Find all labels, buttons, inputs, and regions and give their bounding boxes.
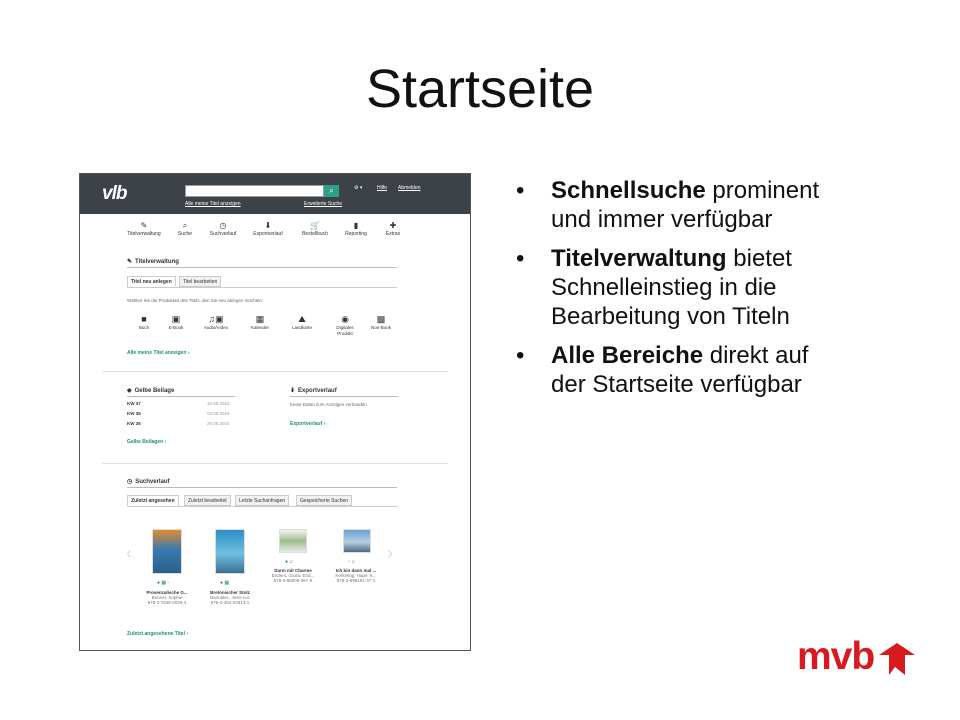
kw-label: KW 35 xyxy=(127,421,141,426)
book-item[interactable] xyxy=(330,568,382,583)
product-kalender[interactable] xyxy=(240,314,280,331)
bullet-text: prominent und immer verfügbar xyxy=(551,177,820,233)
nav-label: Titelverwaltung xyxy=(127,231,161,237)
exportverlauf-link[interactable]: Exportverlauf › xyxy=(290,421,326,427)
book-cover[interactable] xyxy=(279,529,307,553)
nav-exportverlauf[interactable] xyxy=(246,221,290,237)
settings-menu[interactable]: ⚙ ▾ xyxy=(354,185,363,191)
product-digital[interactable] xyxy=(325,314,365,337)
mvb-logo-text: mvb xyxy=(797,635,875,678)
all-titles-link[interactable]: Alle meine Titel anzeigen xyxy=(185,201,241,207)
book-isbn: 978-3-462-04813-1 xyxy=(210,600,250,605)
bullet-list xyxy=(512,176,842,409)
mvb-arrow-icon xyxy=(877,641,917,677)
book-author: Kerkeling, Hape; K... xyxy=(335,573,377,578)
carousel-prev-icon[interactable]: ‹ xyxy=(126,543,132,563)
product-label: Buch xyxy=(138,325,150,330)
format-markers: ● ▦ xyxy=(220,580,230,586)
export-icon: ⬇ xyxy=(290,388,296,394)
nav-label: Bestellbuch xyxy=(302,231,328,237)
format-markers: ▫ ♫ xyxy=(348,559,355,565)
plus-icon: ✚ xyxy=(389,221,397,230)
export-icon: ⬇ xyxy=(264,221,272,230)
cart-icon: 🛒 xyxy=(310,221,320,230)
disc-icon: ◉ xyxy=(341,314,349,324)
bullet-bold: Alle Bereiche xyxy=(551,342,704,369)
product-hint: Wählen Sie die Produktart des Titels, den Sie neu anlegen möchten: xyxy=(127,298,264,303)
nav-label: Reporting xyxy=(345,231,367,237)
kw-date: 28.08.2015 xyxy=(207,421,230,426)
book-isbn: 978-3-7645-0039-4 xyxy=(147,600,187,605)
book-cover[interactable] xyxy=(215,529,245,574)
kw-row[interactable] xyxy=(127,401,230,406)
bullet-item xyxy=(512,341,842,399)
book-isbn: 978-3-86806-367-9 xyxy=(273,578,313,583)
divider xyxy=(127,267,397,268)
nav-suchverlauf[interactable] xyxy=(201,221,245,237)
app-header xyxy=(80,174,470,214)
all-titles-link-green[interactable]: Alle meine Titel anzeigen › xyxy=(127,350,190,356)
book-title: Provenzalische G... xyxy=(146,590,188,595)
nav-label: Extras xyxy=(385,231,401,237)
nav-titelverwaltung[interactable] xyxy=(122,221,166,237)
book-author: Bonnet, Sophie xyxy=(151,595,183,600)
kw-label: KW 36 xyxy=(127,411,141,416)
book-title: Ich bin dann mal ... xyxy=(335,568,377,573)
bullet-item xyxy=(512,176,842,234)
bar-chart-icon: ▮ xyxy=(353,221,359,230)
bullet-bold: Titelverwaltung xyxy=(551,245,727,272)
book-author: Enders, Giulia; End... xyxy=(271,573,315,578)
pencil-icon: ✎ xyxy=(140,221,148,230)
clock-icon: ◷ xyxy=(219,221,227,230)
product-ebook[interactable] xyxy=(156,314,196,331)
product-audio-video[interactable] xyxy=(196,314,236,331)
pencil-icon: ✎ xyxy=(127,259,133,265)
product-landkarte[interactable] xyxy=(282,314,322,331)
tab-letzte-suchanfragen[interactable]: Letzte Suchanfragen xyxy=(235,495,289,506)
product-label: Landkarte xyxy=(291,325,312,330)
product-label: Audio/Video xyxy=(203,325,229,330)
search-icon: ⌕ xyxy=(329,186,334,195)
book-cover[interactable] xyxy=(152,529,182,574)
bullet-dot: • xyxy=(516,342,525,369)
book-item[interactable] xyxy=(141,590,193,605)
section-title-text: Suchverlauf xyxy=(135,479,170,485)
nav-bestellbuch[interactable] xyxy=(293,221,337,237)
section-title-text: Gelbe Beilage xyxy=(134,388,175,394)
product-label: Digitales Produkt xyxy=(336,325,354,336)
ebook-icon: ▣ xyxy=(171,314,181,324)
tab-underline xyxy=(127,287,397,288)
tab-underline xyxy=(127,506,397,507)
nav-extras[interactable] xyxy=(371,221,415,237)
logout-link[interactable]: Abmelden xyxy=(398,185,421,191)
separator xyxy=(102,463,448,464)
format-markers: ● ♫ xyxy=(285,559,294,565)
tag-icon: ◆ xyxy=(127,388,132,394)
divider xyxy=(290,396,398,397)
product-label: Non-Book xyxy=(370,325,391,330)
tab-zuletzt-bearbeitet[interactable]: Zuletzt bearbeitet xyxy=(184,495,231,506)
bullet-item xyxy=(512,244,842,331)
mvb-logo xyxy=(797,635,917,681)
bullet-text: bietet Schnelleinstieg in die Bearbeitung von Titeln xyxy=(551,245,792,330)
tab-titel-neu[interactable]: Titel neu anlegen xyxy=(127,276,176,287)
product-label: Kalender xyxy=(250,325,269,330)
book-item[interactable] xyxy=(267,568,319,583)
nav-label: Suche xyxy=(177,231,193,237)
slide-title: Startseite xyxy=(365,59,595,119)
book-author: Bannalec, Jean-Luc xyxy=(210,595,250,600)
search-icon: ⌕ xyxy=(182,221,188,230)
vlb-logo[interactable]: vlb xyxy=(102,183,127,204)
book-title: Darm mit Charme xyxy=(274,568,312,573)
gelbe-beilagen-link[interactable]: Gelbe Beilagen › xyxy=(127,439,167,445)
separator xyxy=(102,371,448,372)
book-icon: ■ xyxy=(141,314,147,324)
clock-icon: ◷ xyxy=(127,479,133,485)
calendar-icon: ▦ xyxy=(255,314,265,324)
nav-label: Suchverlauf xyxy=(209,231,237,237)
kw-date: 03.09.2015 xyxy=(207,411,230,416)
bullet-dot: • xyxy=(516,177,525,204)
bullet-dot: • xyxy=(516,245,525,272)
divider xyxy=(127,487,397,488)
gelbe-beilage-heading xyxy=(127,387,174,394)
main-nav xyxy=(80,221,470,243)
recent-titles-link[interactable]: Zuletzt angesehene Titel › xyxy=(127,631,189,637)
map-icon: ⛰ xyxy=(298,314,306,324)
tab-gespeicherte-suchen[interactable]: Gespeicherte Suchen xyxy=(296,495,352,506)
titelverwaltung-heading xyxy=(127,258,179,265)
kw-label: KW 37 xyxy=(127,401,141,406)
format-markers: ● ▦ ▫ xyxy=(157,580,170,586)
bullet-text: direkt auf der Startseite verfügbar xyxy=(551,342,809,398)
search-button[interactable] xyxy=(324,185,339,197)
divider xyxy=(127,396,235,397)
kw-row[interactable] xyxy=(127,421,230,426)
section-title-text: Exportverlauf xyxy=(298,388,337,394)
product-nonbook[interactable] xyxy=(361,314,401,331)
audio-video-icon: ♫▣ xyxy=(208,314,224,324)
vlb-screenshot xyxy=(79,173,471,651)
kw-date: 10.09.2015 xyxy=(207,401,230,406)
product-label: E-Book xyxy=(168,325,184,330)
help-link[interactable]: Hilfe xyxy=(377,185,388,191)
suchverlauf-heading xyxy=(127,478,170,485)
bullet-bold: Schnellsuche xyxy=(551,177,706,204)
nav-label: Exportverlauf xyxy=(253,231,283,237)
nonbook-icon: ▩ xyxy=(376,314,386,324)
kw-row[interactable] xyxy=(127,411,230,416)
section-title-text: Titelverwaltung xyxy=(135,259,179,265)
carousel-next-icon[interactable]: › xyxy=(387,543,393,563)
tab-titel-bearbeiten[interactable]: Titel bearbeiten xyxy=(179,276,221,287)
book-item[interactable] xyxy=(204,590,256,605)
tab-zuletzt-angesehen[interactable]: Zuletzt angesehen xyxy=(127,495,179,506)
book-isbn: 978-3-898191-37-1 xyxy=(336,578,376,583)
book-cover[interactable] xyxy=(343,529,371,553)
exportverlauf-heading xyxy=(290,387,337,394)
search-input[interactable] xyxy=(185,185,324,197)
export-empty-text: Keine Daten zum Anzeigen vorhanden xyxy=(290,402,367,407)
extended-search-link[interactable]: Erweiterte Suche xyxy=(304,201,343,207)
book-title: Bretonischer Stolz xyxy=(210,590,250,595)
